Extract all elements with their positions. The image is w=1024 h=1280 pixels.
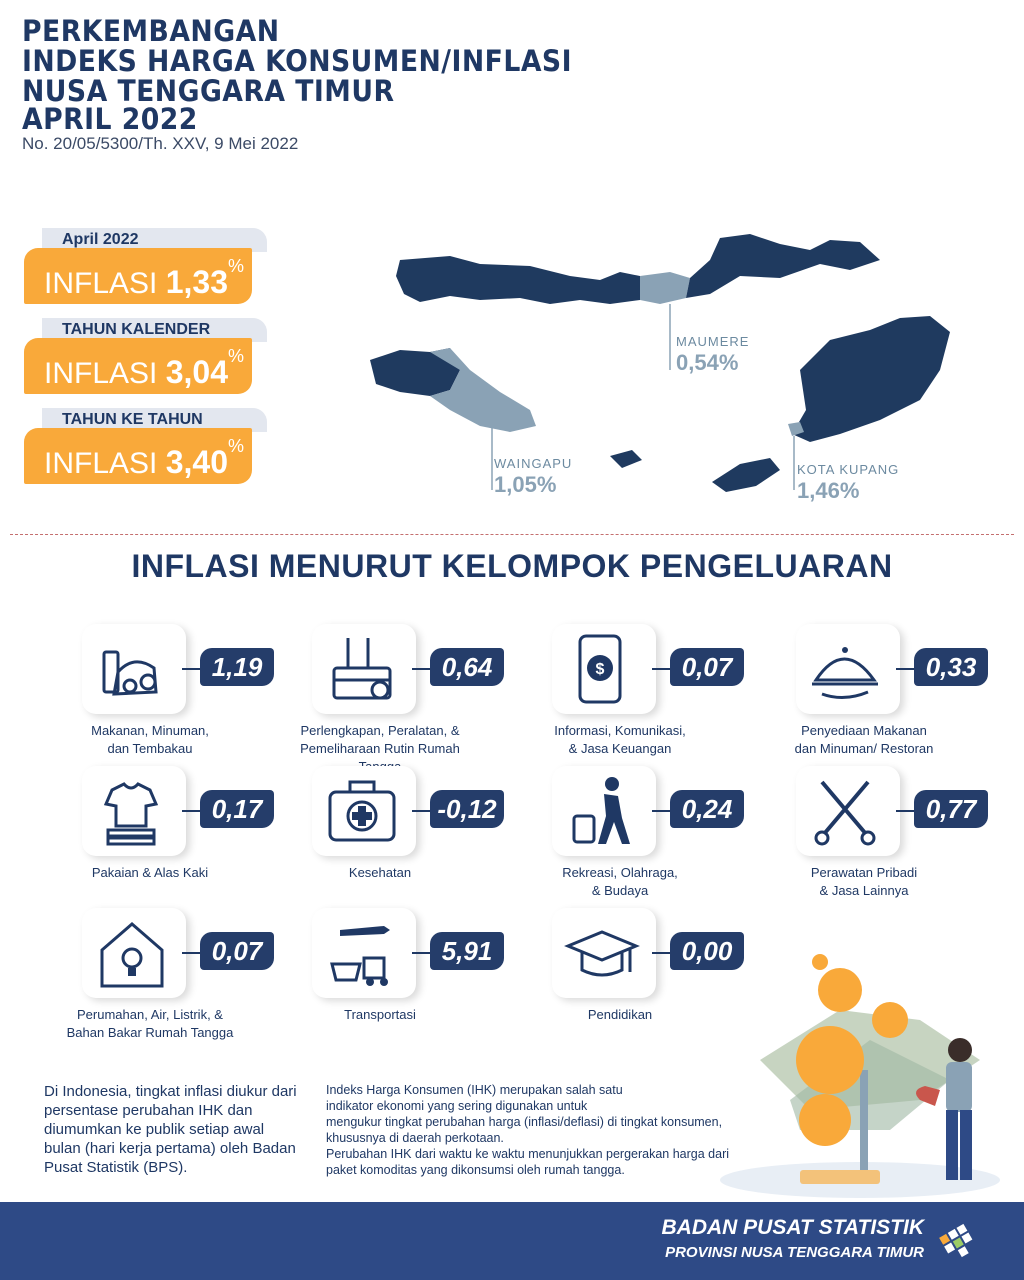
category-card xyxy=(300,908,540,1058)
money-tree-illustration xyxy=(720,950,1020,1200)
category-label-line: Penyediaan Makanan xyxy=(801,723,927,738)
category-value: 0,77 xyxy=(914,790,988,828)
category-value: 0,00 xyxy=(670,932,744,970)
category-label-line: Transportasi xyxy=(344,1007,416,1022)
transport-icon xyxy=(324,916,400,990)
title-line-3: NUSA TENGGARA TIMUR xyxy=(22,74,395,108)
card-label: INFLASI xyxy=(44,267,158,300)
category-card xyxy=(784,766,1024,916)
category-label-line: Perawatan Pribadi xyxy=(810,865,918,880)
category-label-line: Makanan, Minuman, xyxy=(91,723,209,738)
category-label xyxy=(520,1006,720,1024)
category-icon-box xyxy=(312,908,416,998)
map-island-flores-east xyxy=(686,234,880,298)
map-island-sabu xyxy=(610,450,642,468)
map-label-kota-kupang: KOTA KUPANG xyxy=(797,462,900,477)
title-line-4: APRIL 2022 xyxy=(22,102,198,136)
map-region-maumere xyxy=(640,272,690,304)
note-line: indikator ekonomi yang sering digunakan untuk xyxy=(326,1099,588,1113)
note-ihk-definition xyxy=(326,1082,756,1178)
category-label xyxy=(520,864,720,900)
card-label: INFLASI xyxy=(44,357,158,390)
card-unit: % xyxy=(228,436,245,456)
card-label: INFLASI xyxy=(44,447,158,480)
category-icon-box xyxy=(312,766,416,856)
section-divider xyxy=(10,534,1014,535)
map-label-maumere: MAUMERE xyxy=(676,334,750,349)
category-label-line: Pemeliharaan Rutin Rumah xyxy=(300,741,460,756)
footer-org-name: BADAN PUSAT STATISTIK xyxy=(661,1216,924,1239)
category-label xyxy=(764,722,964,758)
category-card xyxy=(66,908,310,1058)
clothes-icon xyxy=(94,774,170,848)
category-label-line: dan Minuman/ Restoran xyxy=(794,741,934,756)
category-label xyxy=(520,722,720,758)
category-icon-box xyxy=(552,624,656,714)
card-monthly xyxy=(24,228,252,308)
bps-logo-icon xyxy=(936,1218,984,1266)
grocery-icon xyxy=(94,632,170,706)
phone-dollar-icon xyxy=(564,632,640,706)
category-icon-box xyxy=(796,624,900,714)
category-label xyxy=(50,864,250,882)
category-value: 0,64 xyxy=(430,648,504,686)
tools-icon xyxy=(324,632,400,706)
note-line: Perubahan IHK dari waktu ke waktu menunjukkan pergerakan harga dari xyxy=(326,1147,730,1161)
map-value-waingapu: 1,05% xyxy=(494,472,557,497)
category-value: -0,12 xyxy=(430,790,504,828)
category-value: 0,33 xyxy=(914,648,988,686)
footer-province: PROVINSI NUSA TENGGARA TIMUR xyxy=(665,1244,924,1261)
category-icon-box xyxy=(82,766,186,856)
category-label-line: & Jasa Lainnya xyxy=(819,883,909,898)
section-title: INFLASI MENURUT KELOMPOK PENGELUARAN xyxy=(131,548,893,584)
category-icon-box xyxy=(552,908,656,998)
map-label-waingapu: WAINGAPU xyxy=(494,456,573,471)
category-value: 0,17 xyxy=(200,790,274,828)
medkit-icon xyxy=(324,774,400,848)
card-tab: TAHUN KE TAHUN xyxy=(42,408,267,432)
card-value-pill xyxy=(24,338,252,394)
category-icon-box xyxy=(552,766,656,856)
category-icon-box xyxy=(82,908,186,998)
category-label xyxy=(280,1006,480,1024)
document-number: No. 20/05/5300/Th. XXV, 9 Mei 2022 xyxy=(22,134,299,153)
category-label-line: & Budaya xyxy=(591,883,649,898)
note-line: Indeks Harga Konsumen (IHK) merupakan salah satu xyxy=(326,1083,623,1097)
card-unit: % xyxy=(228,346,245,366)
category-icon-box xyxy=(82,624,186,714)
category-label-line: Bahan Bakar Rumah Tangga xyxy=(66,1025,234,1040)
category-label-line: Perlengkapan, Peralatan, & xyxy=(300,723,460,738)
category-card xyxy=(784,624,1024,774)
category-label xyxy=(280,864,480,882)
category-label-line: Perumahan, Air, Listrik, & xyxy=(77,1007,223,1022)
card-value: 3,04 xyxy=(165,354,228,390)
category-card xyxy=(70,624,310,774)
category-value: 0,24 xyxy=(670,790,744,828)
category-label-line: dan Tembakau xyxy=(107,741,193,756)
map-value-kota-kupang: 1,46% xyxy=(797,478,860,503)
card-calendar-year xyxy=(24,318,252,398)
category-label-line: Informasi, Komunikasi, xyxy=(554,723,686,738)
category-label xyxy=(50,722,250,758)
note-inflation-measure: Di Indonesia, tingkat inflasi diukur dari persentase perubahan IHK dan diumumkan ke publik setiap awal bulan (hari kerja pertama) oleh Badan Pusat Statistik (BPS). xyxy=(44,1083,297,1176)
cloche-icon xyxy=(808,632,884,706)
scissors-comb-icon xyxy=(808,774,884,848)
traveler-icon xyxy=(564,774,640,848)
graduation-cap-icon xyxy=(564,916,640,990)
category-card xyxy=(70,766,310,916)
footer xyxy=(0,1202,1024,1280)
note-line: khususnya di daerah perkotaan. xyxy=(326,1131,504,1145)
title-line-1: PERKEMBANGAN xyxy=(22,14,280,48)
card-unit: % xyxy=(228,256,245,276)
card-tab: April 2022 xyxy=(42,228,267,252)
note-line: mengukur tingkat perubahan harga (inflasi/deflasi) di tingkat konsumen, xyxy=(326,1115,723,1129)
card-year-on-year xyxy=(24,408,252,488)
category-label-line: & Jasa Keuangan xyxy=(568,741,672,756)
card-tab: TAHUN KALENDER xyxy=(42,318,267,342)
card-value-pill xyxy=(24,248,252,304)
category-value: 0,07 xyxy=(670,648,744,686)
map-value-maumere: 0,54% xyxy=(676,350,739,375)
map-island-flores xyxy=(396,256,640,304)
category-card xyxy=(540,624,780,774)
category-label-line: Pakaian & Alas Kaki xyxy=(91,865,209,880)
category-icon-box xyxy=(312,624,416,714)
category-label xyxy=(50,1006,250,1042)
category-label-line: Pendidikan xyxy=(587,1007,653,1022)
category-label-line: Kesehatan xyxy=(348,865,412,880)
map-island-rote xyxy=(712,458,780,492)
category-value: 0,07 xyxy=(200,932,274,970)
card-value: 1,33 xyxy=(165,264,228,300)
card-value-pill xyxy=(24,428,252,484)
house-bulb-icon xyxy=(94,916,170,990)
card-value: 3,40 xyxy=(165,444,228,480)
category-value: 1,19 xyxy=(200,648,274,686)
title-line-2: INDEKS HARGA KONSUMEN/INFLASI xyxy=(22,44,573,78)
category-card xyxy=(540,766,780,916)
map-island-timor xyxy=(792,316,950,442)
category-card xyxy=(300,766,540,916)
note-line: paket komoditas yang dikonsumsi oleh rumah tangga. xyxy=(326,1163,625,1177)
category-label-line: Rekreasi, Olahraga, xyxy=(562,865,678,880)
category-value: 5,91 xyxy=(430,932,504,970)
svg-text:$: $ xyxy=(595,661,605,678)
category-icon-box xyxy=(796,766,900,856)
category-label xyxy=(764,864,964,900)
category-card xyxy=(300,624,540,774)
